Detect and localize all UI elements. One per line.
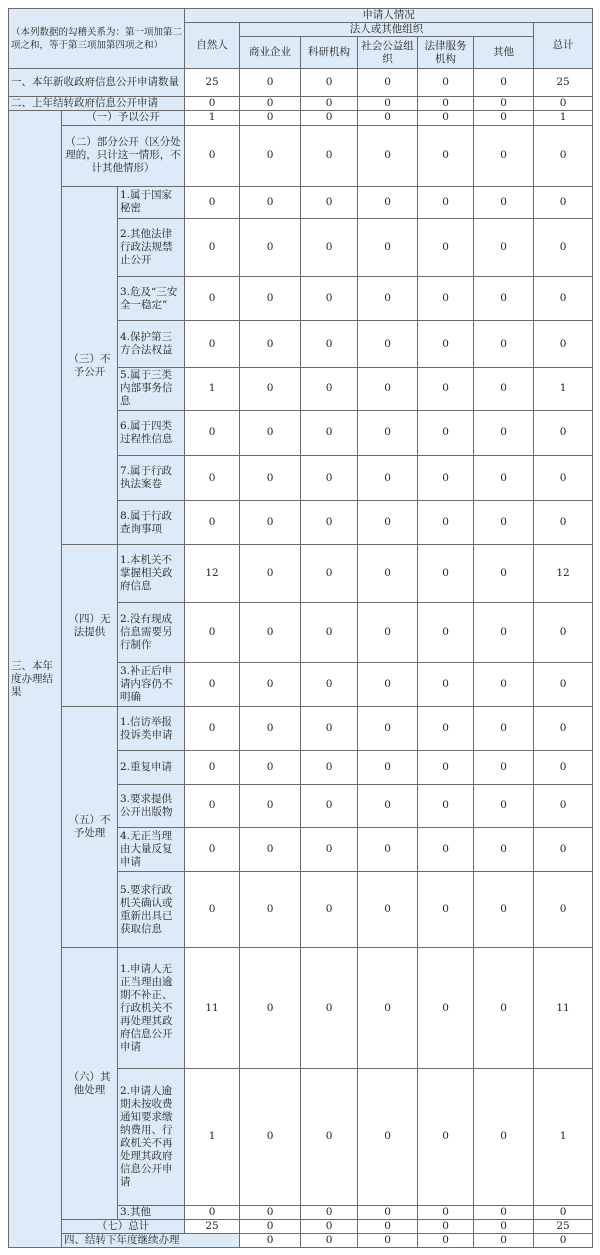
- row-label-other-handling: （六）其他处理: [62, 948, 118, 1219]
- value-cell: 0: [240, 784, 301, 827]
- value-cell: 25: [534, 1219, 593, 1233]
- value-cell: 1: [534, 367, 593, 410]
- value-cell: 0: [240, 97, 301, 111]
- value-cell: 0: [534, 218, 593, 276]
- header-research: 科研机构: [301, 37, 358, 69]
- value-cell: 0: [418, 1219, 474, 1233]
- value-cell: 0: [301, 827, 358, 871]
- value-cell: 0: [240, 545, 301, 602]
- header-note: （本列数据的勾稽关系为：第一项加第二项之和，等于第三项加第四项之和）: [9, 9, 185, 69]
- value-cell: 0: [358, 1068, 418, 1205]
- value-cell: 0: [358, 751, 418, 784]
- row-label-unavailable: （四）无法提供: [62, 545, 118, 707]
- value-cell: 0: [185, 321, 240, 367]
- value-cell: 0: [358, 69, 418, 97]
- value-cell: 0: [185, 872, 240, 948]
- value-cell: 0: [534, 784, 593, 827]
- sub-label: 5.属于三类内部事务信息: [118, 367, 185, 410]
- value-cell: 12: [185, 545, 240, 602]
- value-cell: 0: [301, 410, 358, 455]
- value-cell: 0: [418, 410, 474, 455]
- value-cell: 0: [358, 545, 418, 602]
- value-cell: 0: [418, 545, 474, 602]
- value-cell: 0: [301, 1205, 358, 1219]
- value-cell: 0: [534, 277, 593, 321]
- value-cell: 0: [358, 111, 418, 125]
- value-cell: 0: [240, 277, 301, 321]
- value-cell: 0: [418, 277, 474, 321]
- row-label-results: 三、本年度办理结果: [9, 111, 62, 1248]
- value-cell: 0: [185, 186, 240, 218]
- value-cell: 0: [240, 663, 301, 707]
- value-cell: 0: [534, 663, 593, 707]
- value-cell: 0: [185, 97, 240, 111]
- value-cell: 0: [474, 321, 534, 367]
- value-cell: 0: [358, 410, 418, 455]
- value-cell: 0: [418, 97, 474, 111]
- sub-label: 2.申请人逾期未按收费通知要求缴纳费用、行政机关不再处理其政府信息公开申请: [118, 1068, 185, 1205]
- value-cell: 12: [534, 545, 593, 602]
- value-cell: 0: [240, 707, 301, 751]
- value-cell: 0: [301, 707, 358, 751]
- value-cell: 0: [534, 602, 593, 662]
- value-cell: 0: [358, 277, 418, 321]
- value-cell: 0: [474, 501, 534, 545]
- value-cell: 0: [418, 751, 474, 784]
- value-cell: 0: [418, 456, 474, 501]
- value-cell: 0: [474, 1233, 534, 1247]
- value-cell: 0: [358, 663, 418, 707]
- value-cell: 0: [358, 218, 418, 276]
- info-disclosure-table: [8, 8, 593, 1248]
- value-cell: 0: [534, 125, 593, 186]
- value-cell: 0: [534, 827, 593, 871]
- value-cell: 0: [474, 827, 534, 871]
- row-label-carried-over: 二、上年结转政府信息公开申请: [9, 97, 185, 111]
- value-cell: 0: [474, 97, 534, 111]
- header-public-welfare: 社会公益组织: [358, 37, 418, 69]
- value-cell: 0: [474, 410, 534, 455]
- value-cell: 0: [301, 872, 358, 948]
- value-cell: 1: [534, 1068, 593, 1205]
- value-cell: 0: [240, 218, 301, 276]
- value-cell: 0: [418, 69, 474, 97]
- value-cell: 0: [418, 367, 474, 410]
- value-cell: 0: [474, 125, 534, 186]
- value-cell: 0: [474, 69, 534, 97]
- value-cell: 0: [534, 1233, 593, 1247]
- value-cell: 0: [240, 602, 301, 662]
- value-cell: 0: [474, 545, 534, 602]
- value-cell: 0: [534, 186, 593, 218]
- value-cell: 0: [358, 827, 418, 871]
- value-cell: 0: [358, 1233, 418, 1247]
- value-cell: 0: [418, 827, 474, 871]
- value-cell: 0: [301, 367, 358, 410]
- sub-label: 5.要求行政机关确认或重新出具已获取信息: [118, 872, 185, 948]
- value-cell: 25: [185, 1219, 240, 1233]
- value-cell: 0: [534, 872, 593, 948]
- header-legal-service: 法律服务机构: [418, 37, 474, 69]
- value-cell: 0: [358, 456, 418, 501]
- value-cell: 0: [534, 321, 593, 367]
- value-cell: 0: [358, 125, 418, 186]
- value-cell: 0: [240, 367, 301, 410]
- value-cell: 0: [185, 784, 240, 827]
- value-cell: 0: [301, 111, 358, 125]
- value-cell: 0: [240, 1068, 301, 1205]
- value-cell: 0: [418, 111, 474, 125]
- value-cell: 0: [240, 186, 301, 218]
- value-cell: 0: [185, 501, 240, 545]
- value-cell: 0: [185, 125, 240, 186]
- sub-label: 3.其他: [118, 1205, 185, 1219]
- sub-label: 4.保护第三方合法权益: [118, 321, 185, 367]
- value-cell: 0: [358, 321, 418, 367]
- value-cell: 0: [301, 218, 358, 276]
- value-cell: 0: [474, 948, 534, 1069]
- value-cell: 11: [185, 948, 240, 1069]
- value-cell: 0: [240, 125, 301, 186]
- sub-label: 1.申请人无正当理由逾期不补正、行政机关不再处理其政府信息公开申请: [118, 948, 185, 1069]
- value-cell: 0: [240, 1205, 301, 1219]
- value-cell: 0: [418, 707, 474, 751]
- value-cell: 0: [185, 218, 240, 276]
- value-cell: 0: [185, 277, 240, 321]
- value-cell: 0: [474, 663, 534, 707]
- value-cell: 0: [185, 707, 240, 751]
- value-cell: 0: [474, 872, 534, 948]
- sub-label: 8.属于行政查询事项: [118, 501, 185, 545]
- value-cell: 0: [358, 1205, 418, 1219]
- value-cell: 25: [534, 69, 593, 97]
- value-cell: 0: [301, 69, 358, 97]
- row-label-partial: （二）部分公开（区分处理的，只计这一情形，不计其他情形）: [62, 125, 185, 186]
- value-cell: 0: [240, 948, 301, 1069]
- row-label-disclosed: （一）予以公开: [62, 111, 185, 125]
- sub-label: 2.重复申请: [118, 751, 185, 784]
- value-cell: 1: [185, 111, 240, 125]
- value-cell: 0: [474, 602, 534, 662]
- value-cell: 0: [358, 602, 418, 662]
- value-cell: 0: [358, 1219, 418, 1233]
- value-cell: 0: [474, 186, 534, 218]
- value-cell: 0: [301, 321, 358, 367]
- value-cell: 0: [358, 501, 418, 545]
- sub-label: 2.其他法律行政法规禁止公开: [118, 218, 185, 276]
- sub-label: 1.信访举报投诉类申请: [118, 707, 185, 751]
- value-cell: 0: [301, 501, 358, 545]
- value-cell: 0: [301, 784, 358, 827]
- value-cell: 0: [185, 751, 240, 784]
- value-cell: 0: [474, 367, 534, 410]
- value-cell: 0: [534, 456, 593, 501]
- value-cell: 0: [240, 321, 301, 367]
- value-cell: 0: [240, 410, 301, 455]
- value-cell: 0: [301, 1219, 358, 1233]
- row-label-not-processed: （五）不予处理: [62, 707, 118, 948]
- value-cell: 0: [301, 663, 358, 707]
- value-cell: 0: [240, 111, 301, 125]
- value-cell: 0: [240, 69, 301, 97]
- value-cell: 0: [301, 456, 358, 501]
- sub-label: 1.本机关不掌握相关政府信息: [118, 545, 185, 602]
- sub-label: 3.补正后申请内容仍不明确: [118, 663, 185, 707]
- row-label-not-disclosed: （三）不予公开: [62, 186, 118, 545]
- value-cell: 0: [301, 751, 358, 784]
- value-cell: 0: [418, 1068, 474, 1205]
- value-cell: 0: [185, 456, 240, 501]
- value-cell: 0: [474, 456, 534, 501]
- value-cell: 0: [358, 707, 418, 751]
- header-natural-person: 自然人: [185, 23, 240, 69]
- value-cell: 0: [418, 784, 474, 827]
- value-cell: 0: [301, 1068, 358, 1205]
- value-cell: 0: [418, 321, 474, 367]
- value-cell: 0: [534, 410, 593, 455]
- value-cell: 0: [474, 1219, 534, 1233]
- value-cell: 0: [358, 784, 418, 827]
- value-cell: 0: [474, 277, 534, 321]
- row-label-carry-forward: 四、结转下年度继续办理: [62, 1233, 240, 1247]
- value-cell: 0: [358, 186, 418, 218]
- value-cell: 0: [240, 501, 301, 545]
- value-cell: 0: [240, 827, 301, 871]
- value-cell: 0: [301, 1233, 358, 1247]
- header-total: 总计: [534, 23, 593, 69]
- value-cell: 0: [418, 948, 474, 1069]
- value-cell: 0: [418, 218, 474, 276]
- value-cell: 0: [301, 125, 358, 186]
- value-cell: 1: [534, 111, 593, 125]
- value-cell: 0: [418, 602, 474, 662]
- value-cell: 0: [301, 97, 358, 111]
- value-cell: 0: [534, 751, 593, 784]
- row-label-new-requests: 一、本年新收政府信息公开申请数量: [9, 69, 185, 97]
- value-cell: 0: [418, 663, 474, 707]
- header-other: 其他: [474, 37, 534, 69]
- header-applicant: 申请人情况: [185, 9, 593, 23]
- value-cell: 0: [185, 1205, 240, 1219]
- value-cell: 11: [534, 948, 593, 1069]
- value-cell: 0: [474, 751, 534, 784]
- value-cell: 0: [418, 125, 474, 186]
- sub-label: 1.属于国家秘密: [118, 186, 185, 218]
- value-cell: 0: [534, 97, 593, 111]
- value-cell: 0: [240, 456, 301, 501]
- value-cell: 0: [301, 602, 358, 662]
- value-cell: 0: [301, 545, 358, 602]
- value-cell: 0: [185, 410, 240, 455]
- value-cell: 0: [240, 1219, 301, 1233]
- value-cell: 0: [418, 1205, 474, 1219]
- sub-label: 4.无正当理由大量反复申请: [118, 827, 185, 871]
- value-cell: 1: [185, 367, 240, 410]
- sub-label: 2.没有现成信息需要另行制作: [118, 602, 185, 662]
- value-cell: 0: [418, 872, 474, 948]
- header-legal-group: 法人或其他组织: [240, 23, 534, 37]
- value-cell: 0: [358, 872, 418, 948]
- value-cell: 25: [185, 69, 240, 97]
- value-cell: 0: [240, 872, 301, 948]
- value-cell: 0: [301, 186, 358, 218]
- value-cell: 0: [474, 1068, 534, 1205]
- value-cell: 0: [474, 784, 534, 827]
- value-cell: 0: [240, 751, 301, 784]
- value-cell: 0: [534, 707, 593, 751]
- sub-label: 3.危及“三安全一稳定”: [118, 277, 185, 321]
- value-cell: 0: [185, 663, 240, 707]
- sub-label: 6.属于四类过程性信息: [118, 410, 185, 455]
- value-cell: 0: [534, 501, 593, 545]
- value-cell: 0: [358, 97, 418, 111]
- value-cell: 0: [534, 1205, 593, 1219]
- value-cell: 0: [474, 111, 534, 125]
- value-cell: 0: [474, 1205, 534, 1219]
- value-cell: 0: [474, 218, 534, 276]
- value-cell: 0: [358, 367, 418, 410]
- value-cell: 1: [185, 1068, 240, 1205]
- value-cell: 0: [240, 1233, 301, 1247]
- value-cell: 0: [185, 827, 240, 871]
- value-cell: 0: [301, 277, 358, 321]
- header-commercial: 商业企业: [240, 37, 301, 69]
- value-cell: 0: [301, 948, 358, 1069]
- value-cell: 0: [474, 707, 534, 751]
- value-cell: 0: [418, 1233, 474, 1247]
- value-cell: 0: [418, 501, 474, 545]
- row-label-total: （七）总计: [62, 1219, 185, 1233]
- sub-label: 7.属于行政执法案卷: [118, 456, 185, 501]
- value-cell: 0: [418, 186, 474, 218]
- sub-label: 3.要求提供公开出版物: [118, 784, 185, 827]
- value-cell: 0: [358, 948, 418, 1069]
- value-cell: 0: [185, 602, 240, 662]
